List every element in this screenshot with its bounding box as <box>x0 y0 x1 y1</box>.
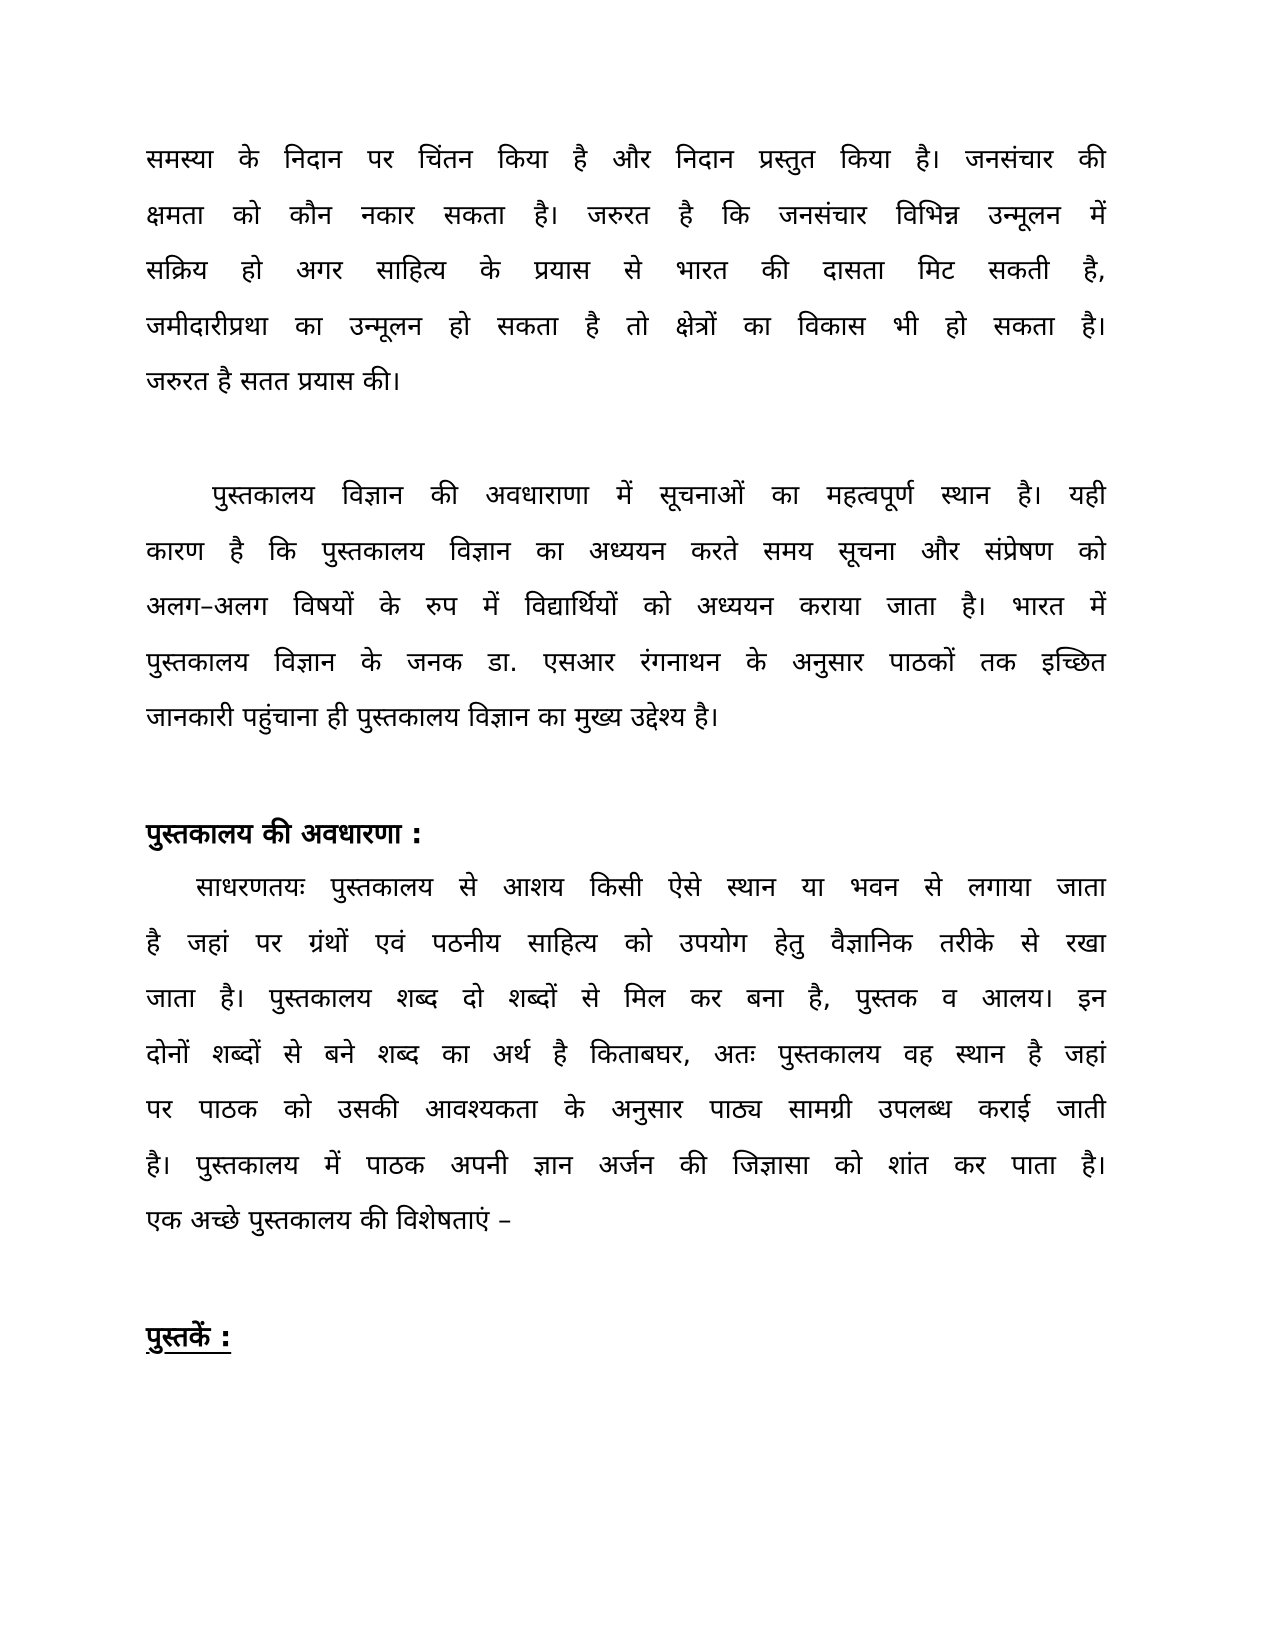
section-1-line: एक अच्छे पुस्तकालय की विशेषताएं – <box>146 1205 512 1236</box>
paragraph-2-line: जानकारी पहुंचाना ही पुस्तकालय विज्ञान का मुख्य उद्देश्य है। <box>146 702 719 733</box>
paragraph-2-line: कारण है कि पुस्तकालय विज्ञान का अध्ययन करते समय सूचना और संप्रेषण को <box>146 536 1106 567</box>
section-heading-books: पुस्तकें : <box>146 1320 232 1353</box>
section-1-line: है। पुस्तकालय में पाठक अपनी ज्ञान अर्जन की जिज्ञासा को शांत कर पाता है। <box>146 1150 1106 1181</box>
section-1-line: जाता है। पुस्तकालय शब्द दो शब्दों से मिल कर बना है, पुस्तक व आलय। इन <box>146 983 1106 1014</box>
paragraph-1-line: जमीदारीप्रथा का उन्मूलन हो सकता है तो क्षेत्रों का विकास भी हो सकता है। <box>146 311 1106 342</box>
paragraph-1-line: सक्रिय हो अगर साहित्य के प्रयास से भारत की दासता मिट सकती है, <box>146 255 1106 286</box>
paragraph-2-line: अलग–अलग विषयों के रुप में विद्यार्थियों को अध्ययन कराया जाता है। भारत में <box>146 591 1106 622</box>
paragraph-1-line: समस्या के निदान पर चिंतन किया है और निदान प्रस्तुत किया है। जनसंचार की <box>146 144 1106 175</box>
section-1-line: पर पाठक को उसकी आवश्यकता के अनुसार पाठ्य सामग्री उपलब्ध कराई जाती <box>146 1094 1106 1125</box>
paragraph-1-line: जरुरत है सतत प्रयास की। <box>146 366 401 397</box>
paragraph-2-line: पुस्तकालय विज्ञान की अवधाराणा में सूचनाओं का महत्वपूर्ण स्थान है। यही <box>212 480 1106 511</box>
section-1-line: है जहां पर ग्रंथों एवं पठनीय साहित्य को उपयोग हेतु वैज्ञानिक तरीके से रखा <box>146 928 1106 959</box>
section-1-line: दोनों शब्दों से बने शब्द का अर्थ है किताबघर, अतः पुस्तकालय वह स्थान है जहां <box>146 1039 1106 1070</box>
paragraph-1-line: क्षमता को कौन नकार सकता है। जरुरत है कि जनसंचार विभिन्न उन्मूलन में <box>146 200 1106 231</box>
section-1-line: साधरणतयः पुस्तकालय से आशय किसी ऐसे स्थान या भवन से लगाया जाता <box>196 872 1106 903</box>
paragraph-2-line: पुस्तकालय विज्ञान के जनक डा. एसआर रंगनाथन के अनुसार पाठकों तक इच्छित <box>146 647 1106 678</box>
section-heading-library-concept: पुस्तकालय की अवधारणा : <box>146 817 423 850</box>
